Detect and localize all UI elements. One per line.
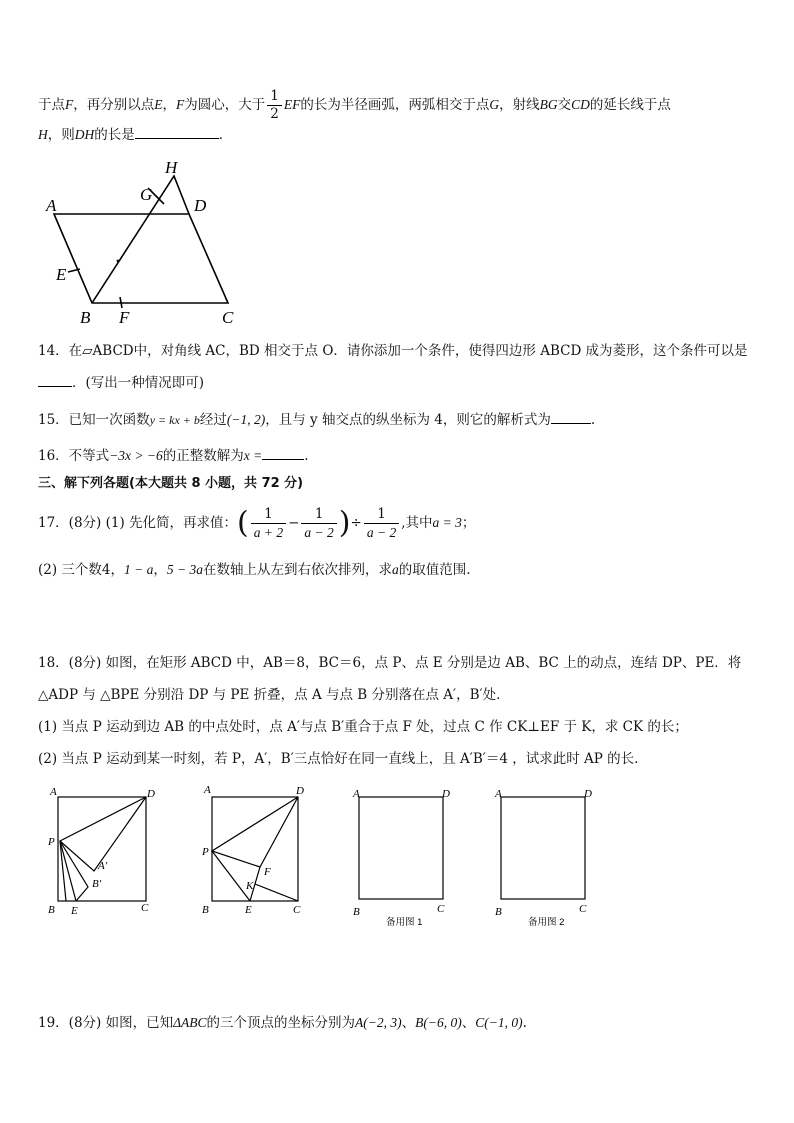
frac-numerator: 1 bbox=[364, 506, 399, 524]
math-expr: B(−6, 0) bbox=[415, 1015, 462, 1030]
frac-numerator: 1 bbox=[267, 88, 282, 106]
caption-spare-1: 备用图 1 bbox=[386, 917, 423, 928]
left-paren: ( bbox=[237, 505, 249, 541]
q18-line1 bbox=[38, 653, 741, 673]
operator: ÷ bbox=[350, 515, 362, 531]
label-d: D bbox=[296, 785, 304, 797]
caption-spare-2: 备用图 2 bbox=[528, 917, 565, 928]
rectangle-abcd bbox=[58, 797, 146, 901]
text: 16．不等式 bbox=[38, 448, 110, 464]
answer-blank[interactable] bbox=[135, 124, 219, 139]
math-expr: 5 − 3a bbox=[166, 562, 204, 577]
section-heading bbox=[38, 474, 303, 494]
q13-line2 bbox=[38, 124, 232, 145]
q18-text: △ADP 与 △BPE 分别沿 DP 与 PE 折叠，点 A 与点 B 分别落在点 A′，B′处． bbox=[38, 687, 510, 703]
label-k: K bbox=[246, 880, 254, 892]
text: 19．(8分) 如图，已知 bbox=[38, 1015, 174, 1031]
text: 、 bbox=[461, 1015, 476, 1031]
text: 经过 bbox=[199, 412, 227, 428]
label-d: D bbox=[584, 788, 592, 800]
label-p: P bbox=[48, 836, 55, 848]
rectangle-abcd bbox=[359, 797, 443, 899]
fraction-3 bbox=[364, 506, 399, 541]
label-e: E bbox=[56, 265, 67, 284]
label-e: E bbox=[71, 905, 78, 917]
label-g: G bbox=[140, 185, 153, 204]
label-f: F bbox=[264, 866, 271, 878]
label-c: C bbox=[437, 903, 445, 915]
text: ,其中 bbox=[401, 515, 433, 531]
midpoint-dot bbox=[117, 260, 120, 263]
fold-adp bbox=[212, 797, 298, 867]
rectangle-abcd bbox=[501, 797, 585, 899]
math-var: G bbox=[489, 97, 500, 112]
text: ，再分别以点 bbox=[73, 97, 155, 113]
label-c: C bbox=[141, 902, 149, 914]
text: 为圆心，大于 bbox=[184, 97, 266, 113]
rectangle-figure-1 bbox=[46, 783, 166, 921]
fraction-2 bbox=[301, 506, 336, 541]
math-var: BG bbox=[539, 97, 558, 112]
text: (2) 三个数4， bbox=[38, 562, 125, 578]
label-c: C bbox=[293, 904, 301, 916]
text: . bbox=[522, 1015, 527, 1031]
label-b: B bbox=[80, 308, 91, 327]
math-expr: −3x > −6 bbox=[109, 448, 163, 463]
label-c: C bbox=[222, 308, 234, 327]
label-e: E bbox=[245, 904, 252, 916]
label-a: A bbox=[204, 784, 211, 796]
q15-line bbox=[38, 409, 595, 430]
math-var: F bbox=[65, 97, 74, 112]
frac-denominator: 2 bbox=[270, 106, 279, 122]
label-a-prime: A′ bbox=[98, 860, 108, 872]
label-b: B bbox=[353, 906, 360, 918]
math-var: a bbox=[392, 562, 399, 577]
label-b: B bbox=[202, 904, 209, 916]
label-p: P bbox=[202, 846, 209, 858]
half-fraction bbox=[267, 88, 282, 123]
text: 、 bbox=[401, 1015, 416, 1031]
q18-text: 18．(8分) 如图，在矩形 ABCD 中，AB＝8，BC＝6，点 P、点 E 分别是边 AB、BC 上的动点，连结 DP、PE．将 bbox=[38, 655, 742, 671]
text: 的正整数解为 bbox=[162, 448, 244, 464]
spare-figure-2 bbox=[492, 783, 602, 931]
label-b: B bbox=[495, 906, 502, 918]
math-expr: y = kx + b bbox=[149, 413, 200, 427]
text: 在数轴上从左到右依次排列，求 bbox=[203, 562, 393, 578]
label-h: H bbox=[165, 158, 178, 177]
math-expr: C(−1, 0) bbox=[475, 1015, 523, 1030]
spare-figure-1 bbox=[350, 783, 460, 931]
label-a: A bbox=[495, 788, 502, 800]
q14-text: 14．在▱ABCD中，对角线 AC，BD 相交于点 O．请你添加一个条件，使得四边形 ABCD 成为菱形，这个条件可以是 bbox=[38, 343, 748, 359]
text: 的三个顶点的坐标分别为 bbox=[206, 1015, 356, 1031]
q14-text: ．(写出一种情况即可) bbox=[72, 375, 205, 391]
section-title: 三、解下列各题(本大题共 8 小题，共 72 分) bbox=[38, 476, 304, 491]
q17-line1 bbox=[38, 506, 475, 540]
label-a: A bbox=[46, 196, 57, 215]
frac-denominator: a − 2 bbox=[304, 525, 334, 540]
q18-line4 bbox=[38, 749, 638, 769]
label-d: D bbox=[147, 788, 155, 800]
q17-line2 bbox=[38, 560, 471, 580]
label-f: F bbox=[119, 308, 130, 327]
label-c: C bbox=[579, 903, 587, 915]
frac-numerator: 1 bbox=[301, 506, 336, 524]
text: ； bbox=[461, 515, 476, 531]
q14-line1 bbox=[38, 341, 748, 361]
text: ，且与 y 轴交点的纵坐标为 4，则它的解析式为 bbox=[265, 412, 551, 428]
answer-blank[interactable] bbox=[262, 445, 304, 460]
math-var: F bbox=[176, 97, 185, 112]
math-var: EF bbox=[283, 97, 301, 112]
label-d: D bbox=[442, 788, 450, 800]
text: 交 bbox=[557, 97, 572, 113]
segment-pe bbox=[212, 851, 250, 901]
q13-line1 bbox=[38, 88, 671, 123]
answer-blank[interactable] bbox=[38, 372, 72, 387]
text: 17．(8分) (1) 先化简，再求值： bbox=[38, 515, 238, 531]
math-expr: (−1, 2) bbox=[226, 412, 266, 427]
frac-denominator: a + 2 bbox=[253, 525, 284, 540]
text: 的取值范围. bbox=[398, 562, 471, 578]
label-b-prime: B′ bbox=[92, 878, 102, 890]
q14-line2 bbox=[38, 372, 204, 393]
q19-line bbox=[38, 1013, 527, 1033]
q18-text: (2) 当点 P 运动到某一时刻，若 P，A′，B′三点恰好在同一直线上，且 A′B′＝4 ，试求此时 AP 的长. bbox=[38, 751, 639, 767]
q18-text: (1) 当点 P 运动到边 AB 的中点处时，点 A′与点 B′重合于点 F 处，过点 C 作 CK⊥EF 于 K，求 CK 的长； bbox=[38, 719, 688, 735]
right-paren: ) bbox=[338, 505, 351, 541]
arc-mark-f bbox=[120, 297, 122, 308]
math-var: E bbox=[154, 97, 163, 112]
operator: − bbox=[288, 515, 300, 531]
text: ， bbox=[162, 97, 176, 113]
math-expr: ΔABC bbox=[173, 1015, 207, 1030]
text: 的长为半径画弧，两弧相交于点 bbox=[300, 97, 490, 113]
parallelogram-figure bbox=[44, 156, 244, 331]
text: 的延长线于点 bbox=[589, 97, 671, 113]
text: ． bbox=[218, 127, 233, 143]
q18-line3 bbox=[38, 717, 688, 737]
fraction-1 bbox=[251, 506, 286, 541]
q18-line2 bbox=[38, 685, 510, 705]
math-expr: x = bbox=[243, 448, 263, 463]
frac-numerator: 1 bbox=[251, 506, 286, 524]
answer-blank[interactable] bbox=[551, 409, 591, 424]
q16-line bbox=[38, 445, 309, 466]
label-a: A bbox=[50, 786, 57, 798]
label-b: B bbox=[48, 904, 55, 916]
text: ， bbox=[153, 562, 167, 578]
math-expr: 1 − a bbox=[124, 562, 154, 577]
math-var: DH bbox=[74, 127, 95, 142]
text: ，射线 bbox=[499, 97, 540, 113]
math-var: H bbox=[38, 127, 48, 142]
math-expr: a = 3 bbox=[432, 515, 462, 530]
text: 的长是 bbox=[94, 127, 135, 143]
text: ，则 bbox=[47, 127, 75, 143]
segment-ck bbox=[255, 884, 298, 901]
frac-denominator: a − 2 bbox=[366, 525, 397, 540]
math-expr: A(−2, 3) bbox=[355, 1015, 402, 1030]
text: 15．已知一次函数 bbox=[38, 412, 150, 428]
text: 于点 bbox=[38, 97, 65, 113]
rectangle-figure-2 bbox=[200, 783, 320, 921]
label-a: A bbox=[353, 788, 360, 800]
text: . bbox=[590, 412, 596, 428]
label-d: D bbox=[194, 196, 207, 215]
text: . bbox=[304, 448, 309, 464]
math-var: CD bbox=[571, 97, 590, 112]
